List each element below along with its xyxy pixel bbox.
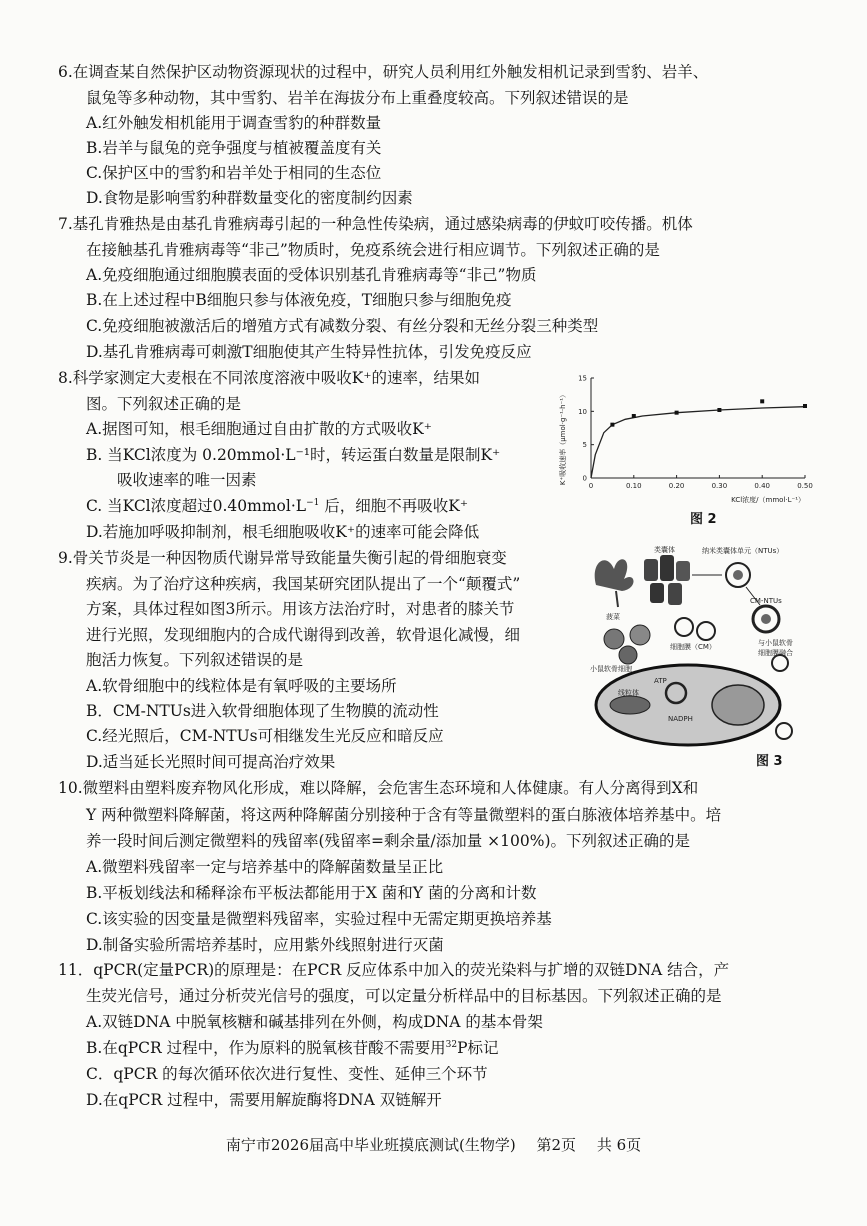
chart-y-ticks [578, 375, 594, 483]
chart-x-axis-label: KCl浓度/（mmol·L⁻¹） [731, 496, 805, 504]
thylakoid-stack-icon [644, 555, 690, 605]
chart-y-axis-label: K⁺吸收速率（μmol·g⁻¹·h⁻¹） [559, 390, 567, 486]
q11-option-b-text: B.在qPCR 过程中，作为原料的脱氧核苷酸不需要用 [86, 1039, 446, 1057]
chart-x-tick-label: 0 [588, 482, 594, 490]
chart-y-tick-label: 5 [582, 441, 587, 450]
chart-data-point [610, 423, 614, 427]
q9-option-c: C.经光照后，CM-NTUs可相继发生光反应和暗反应 [86, 727, 444, 745]
q8-option-c [86, 494, 468, 518]
figure-3-svg [588, 545, 808, 750]
q9-option-b: B．CM-NTUs进入软骨细胞体现了生物膜的流动性 [86, 702, 439, 720]
q6-stem-line1: 6.在调查某自然保护区动物资源现状的过程中，研究人员利用红外触发相机记录到雪豹、岩羊、 [58, 63, 709, 81]
chart-y-tick-label: 10 [578, 407, 587, 416]
membrane-vesicle-icon [675, 618, 693, 636]
label-fusion-2: 细胞膜融合 [758, 649, 793, 657]
chart-svg [555, 368, 815, 508]
q9-stem-line1: 9.骨关节炎是一种因物质代谢异常导致能量失衡引起的骨细胞衰变 [58, 549, 507, 567]
q7-stem-line1: 7.基孔肯雅热是由基孔肯雅病毒引起的一种急性传染病，通过感染病毒的伊蚊叮咬传播。机体 [58, 215, 693, 233]
chart-series-line [591, 407, 805, 478]
q6-option-b: B.岩羊与鼠兔的竞争强度与植被覆盖度有关 [86, 139, 382, 157]
q7-stem-line2: 在接触基孔肯雅病毒等“非己”物质时，免疫系统会进行相应调节。下列叙述正确的是 [86, 241, 660, 259]
q10-stem-line1: 10.微塑料由塑料废弃物风化形成，难以降解，会危害生态环境和人体健康。有人分离得到X和 [58, 779, 699, 797]
chart-data-point [803, 404, 807, 408]
q11-option-b-tail: P标记 [457, 1039, 499, 1057]
q10-stem-line3: 养一段时间后测定微塑料的残留率(残留率=剩余量/添加量 ×100%)。下列叙述正确的是 [86, 832, 691, 850]
q9-stem-line4: 进行光照，发现细胞内的合成代谢得到改善，软骨退化减慢，细 [86, 626, 521, 644]
label-atp: ATP [654, 677, 667, 685]
q7-option-a: A.免疫细胞通过细胞膜表面的受体识别基孔肯雅病毒等“非己”物质 [86, 266, 537, 284]
chart-x-tick-label: 0.30 [711, 482, 728, 490]
label-nadph: NADPH [668, 715, 693, 723]
q7-option-b: B.在上述过程中B细胞只参与体液免疫，T细胞只参与细胞免疫 [86, 291, 512, 309]
mitochondrion-icon [610, 696, 650, 714]
q10-option-b: B.平板划线法和稀释涂布平板法都能用于X 菌和Y 菌的分离和计数 [86, 884, 537, 902]
nucleus-icon [712, 685, 764, 725]
fusing-vesicle-icon [772, 655, 788, 671]
q8-stem-line1: 8.科学家测定大麦根在不同浓度溶液中吸收K⁺的速率，结果如 [58, 369, 481, 387]
ntu-core-icon [733, 570, 743, 580]
chart-x-tick-label: 0.40 [754, 482, 770, 490]
q9-stem-line2: 疾病。为了治疗这种疾病，我国某研究团队提出了一个“颠覆式” [86, 575, 521, 593]
q11-option-a: A.双链DNA 中脱氧核糖和碱基排列在外侧，构成DNA 的基本骨架 [86, 1013, 543, 1031]
q10-option-c: C.该实验的因变量是微塑料残留率，实验过程中无需定期更换培养基 [86, 910, 552, 928]
chart-x-tick-label: 0.20 [668, 482, 685, 490]
q7-option-c: C.免疫细胞被激活后的增殖方式有减数分裂、有丝分裂和无丝分裂三种类型 [86, 317, 599, 335]
q11-option-d: D.在qPCR 过程中，需要用解旋酶将DNA 双链解开 [86, 1091, 442, 1109]
q8-option-c-tail: 后，细胞不再吸收K⁺ [319, 497, 469, 515]
q11-option-b-sup: 32 [445, 1039, 458, 1050]
q9-option-a: A.软骨细胞中的线粒体是有氧呼吸的主要场所 [86, 677, 397, 695]
figure-3-caption: 图 3 [756, 754, 783, 769]
footer-page: 第2页 [536, 1136, 577, 1154]
chart-y-tick-label: 0 [582, 474, 587, 483]
page-footer [0, 1134, 867, 1155]
q6-option-a: A.红外触发相机能用于调查雪豹的种群数量 [86, 114, 382, 132]
q8-stem-line2: 图。下列叙述正确的是 [86, 395, 242, 413]
chart-x-tick-label: 0.10 [626, 482, 642, 490]
chart-points [610, 399, 807, 426]
figure-2-caption: 图 2 [690, 512, 717, 527]
footer-total: 共 6页 [596, 1136, 642, 1154]
chart-data-point [675, 411, 679, 415]
q8-option-c-sup: −1 [306, 497, 320, 508]
chart-x-tick-label: 0.50 [797, 482, 813, 490]
q10-stem-line2: Y 两种微塑料降解菌，将这两种降解菌分别接种于含有等量微塑料的蛋白胨液体培养基中。培 [86, 806, 722, 824]
figure-2-chart [555, 368, 815, 508]
chart-data-point [632, 414, 636, 418]
footer-title: 南宁市2026届高中毕业班摸底测试(生物学) [225, 1136, 516, 1154]
chart-x-ticks [589, 475, 813, 490]
membrane-vesicle-icon [697, 622, 715, 640]
label-fusion-1: 与小鼠软骨 [758, 639, 793, 647]
q8-option-b-line2: 吸收速率的唯一因素 [117, 471, 257, 489]
spinach-leaf-icon [595, 559, 634, 607]
label-ntu: 纳米类囊体单元（NTUs） [702, 547, 784, 555]
figure-3-diagram [588, 545, 808, 750]
q10-option-d: D.制备实验所需培养基时，应用紫外线照射进行灭菌 [86, 936, 444, 954]
label-cm-ntu: CM-NTUs [750, 597, 782, 605]
q8-option-a: A.据图可知，根毛细胞通过自由扩散的方式吸收K⁺ [86, 420, 432, 438]
q9-option-d: D.适当延长光照时间可提高治疗效果 [86, 753, 336, 771]
q9-stem-line5: 胞活力恢复。下列叙述错误的是 [86, 651, 304, 669]
q11-option-b [86, 1036, 499, 1060]
chart-data-point [717, 408, 721, 412]
label-membrane: 细胞膜（CM） [670, 643, 716, 651]
label-mitochondrion: 线粒体 [618, 689, 639, 697]
label-mouse-cell: 小鼠软骨细胞 [590, 665, 632, 673]
mouse-cell-icon [630, 625, 650, 645]
q11-option-c: C．qPCR 的每次循环依次进行复性、变性、延伸三个环节 [86, 1065, 488, 1083]
mouse-cell-icon [604, 629, 624, 649]
q6-option-d: D.食物是影响雪豹种群数量变化的密度制约因素 [86, 189, 413, 207]
cm-ntu-core-icon [761, 614, 771, 624]
q9-stem-line3: 方案，具体过程如图3所示。用该方法治疗时，对患者的膝关节 [86, 600, 515, 618]
chart-data-point [760, 399, 764, 403]
q8-option-d: D.若施加呼吸抑制剂，根毛细胞吸收K⁺的速率可能会降低 [86, 523, 480, 541]
mouse-cell-icon [619, 646, 637, 664]
exit-vesicle-icon [776, 723, 792, 739]
q11-stem-line1: 11．qPCR(定量PCR)的原理是：在PCR 反应体系中加入的荧光染料与扩增的双链DNA 结合，产 [58, 961, 730, 979]
label-spinach: 菠菜 [606, 613, 620, 621]
q8-option-c-text: C. 当KCl浓度超过0.40mmol·L [86, 497, 307, 515]
label-thylakoid: 类囊体 [654, 546, 675, 554]
q6-option-c: C.保护区中的雪豹和岩羊处于相同的生态位 [86, 164, 382, 182]
chart-y-tick-label: 15 [578, 374, 587, 383]
q10-option-a: A.微塑料残留率一定与培养基中的降解菌数量呈正比 [86, 858, 444, 876]
q7-option-d: D.基孔肯雅病毒可刺激T细胞使其产生特异性抗体，引发免疫反应 [86, 343, 532, 361]
q11-stem-line2: 生荧光信号，通过分析荧光信号的强度，可以定量分析样品中的目标基因。下列叙述正确的是 [86, 987, 722, 1005]
q8-option-b-line1: B. 当KCl浓度为 0.20mmol·L⁻¹时，转运蛋白数量是限制K⁺ [86, 446, 501, 464]
q6-stem-line2: 鼠兔等多种动物，其中雪豹、岩羊在海拔分布上重叠度较高。下列叙述错误的是 [86, 89, 629, 107]
